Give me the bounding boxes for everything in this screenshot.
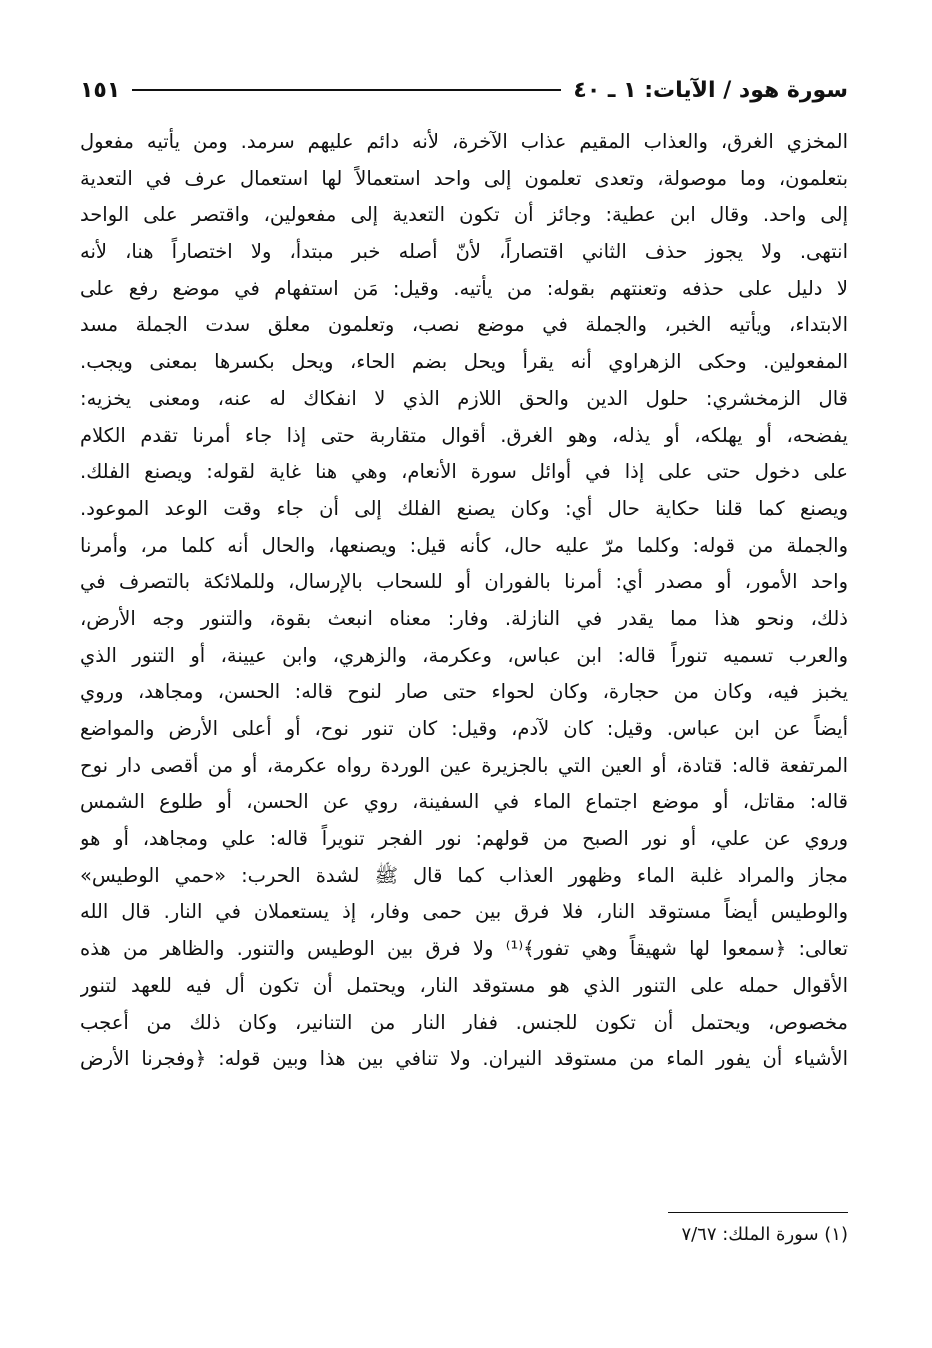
text-line: يخبز فيه، وكان من حجارة، وكان لحواء حتى صار لنوح قاله: الحسن، ومجاهد، وروي [80,680,848,704]
text-line: الابتداء، ويأتيه الخبر، والجملة في موضع نصب، وتعلمون معلق سدت الجملة مسد [80,313,848,337]
text-line: المفعولين. وحكى الزهراوي أنه يقرأ ويحل بضم الحاء، ويحل بكسرها بمعنى ويجب. [80,350,848,374]
footnote-divider [668,1212,848,1213]
text-line: ذلك، ونحو هذا مما يقدر في النازلة. وفار: معناه انبعث بقوة، والتنور وجه الأرض، [80,606,848,630]
text-line: قاله: مقاتل، أو موضع اجتماع الماء في السفينة، روي عن الحسن، أو طلوع الشمس [80,790,848,814]
text-line: المرتفعة قاله: قتادة، أو العين التي بالجزيرة عين الوردة رواه عكرمة، أو من أقصى دار نوح [80,753,848,777]
header-rule [132,89,561,91]
text-line: والعرب تسميه تنوراً قاله: ابن عباس، وعكرمة، والزهري، وابن عيينة، أو التنور الذي [80,643,848,667]
text-line: تعالى: ﴿سمعوا لها شهيقاً وهي تفور﴾⁽¹⁾ ولا فرق بين الوطيس والتنور. والظاهر من هذه [80,937,848,961]
text-line: الأشياء أن يفور الماء من مستوقد النيران. ولا تنافي بين هذا وبين قوله: ﴿وفجرنا الأرض [80,1047,848,1071]
text-line: الأقوال حمله على التنور الذي هو مستوقد النار، ويحتمل أن تكون أل فيه للعهد لتنور [80,973,848,997]
text-line: المخزي الغرق، والعذاب المقيم عذاب الآخرة، لأنه دائم عليهم سرمد. ومن يأتيه مفعول [80,130,848,153]
text-line: والجملة من قوله: وكلما مرّ عليه حال، كأنه قيل: ويصنعها، والحال أنه كلما مر، وأمرنا [80,533,848,557]
text-line: لا دليل على حذفه وتعنتهم بقوله: من يأتيه. وقيل: مَن استفهام في موضع رفع على [80,276,848,300]
text-line: بتعلمون، وما موصولة، وتعدى تعلمون إلى واحد استعمالاً لها استعمال عرف في التعدية [80,166,848,190]
page-number: ١٥١ [80,77,121,103]
text-line: واحد الأمور، أو مصدر أي: أمرنا بالفوران أو للسحاب بالإرسال، وللملائكة بالتصرف في [80,570,848,594]
text-line: مجاز والمراد غلبة الماء وظهور العذاب كما قال ﷺ لشدة الحرب: «حمي الوطيس» [80,863,848,887]
page-header [80,70,848,110]
text-line: أيضاً عن ابن عباس. وقيل: كان لآدم، وقيل: كان تنور نوح، أو أعلى الأرض والمواضع [80,717,848,740]
text-line: ويصنع كما قلنا حكاية حال أي: وكان يصنع الفلك إلى أن جاء وقت الوعد الموعود. [80,496,848,520]
footnote: (١) سورة الملك: ٧/٦٧ [681,1224,848,1245]
running-title: سورة هود / الآيات: ١ ـ ٤٠ [573,77,848,103]
text-line: انتهى. ولا يجوز حذف الثاني اقتصاراً، لأنّ أصله خبر مبتدأ، ولا اختصاراً هنا، لأنه [80,240,848,264]
text-line: مخصوص، ويحتمل أن تكون للجنس. ففار النار من التنانير، وكان ذلك من أعجب [80,1010,848,1034]
text-line: على دخول حتى على إذا في أوائل سورة الأنعام، وهي هنا غاية لقوله: ويصنع الفلك. [80,460,848,484]
main-text [80,124,848,1078]
text-line: إلى واحد. وقال ابن عطية: وجائز أن تكون التعدية إلى مفعولين، واقتصر على الواحد [80,203,848,227]
text-line: وروي عن علي، أو نور الصبح من قولهم: نور الفجر تنويراً قاله: علي ومجاهد، أو هو [80,827,848,851]
text-line: يفضحه، أو يهلكه، أو يذله، وهو الغرق. أقوال متقاربة حتى إذا جاء أمرنا تقدم الكلام [80,423,848,447]
text-line: قال الزمخشري: حلول الدين والحق اللازم الذي لا انفكاك له عنه، ومعنى يخزيه: [80,386,848,410]
text-line: والوطيس أيضاً مستوقد النار، فلا فرق بين حمى وفار، إذ يستعملان في النار. قال الله [80,900,848,924]
